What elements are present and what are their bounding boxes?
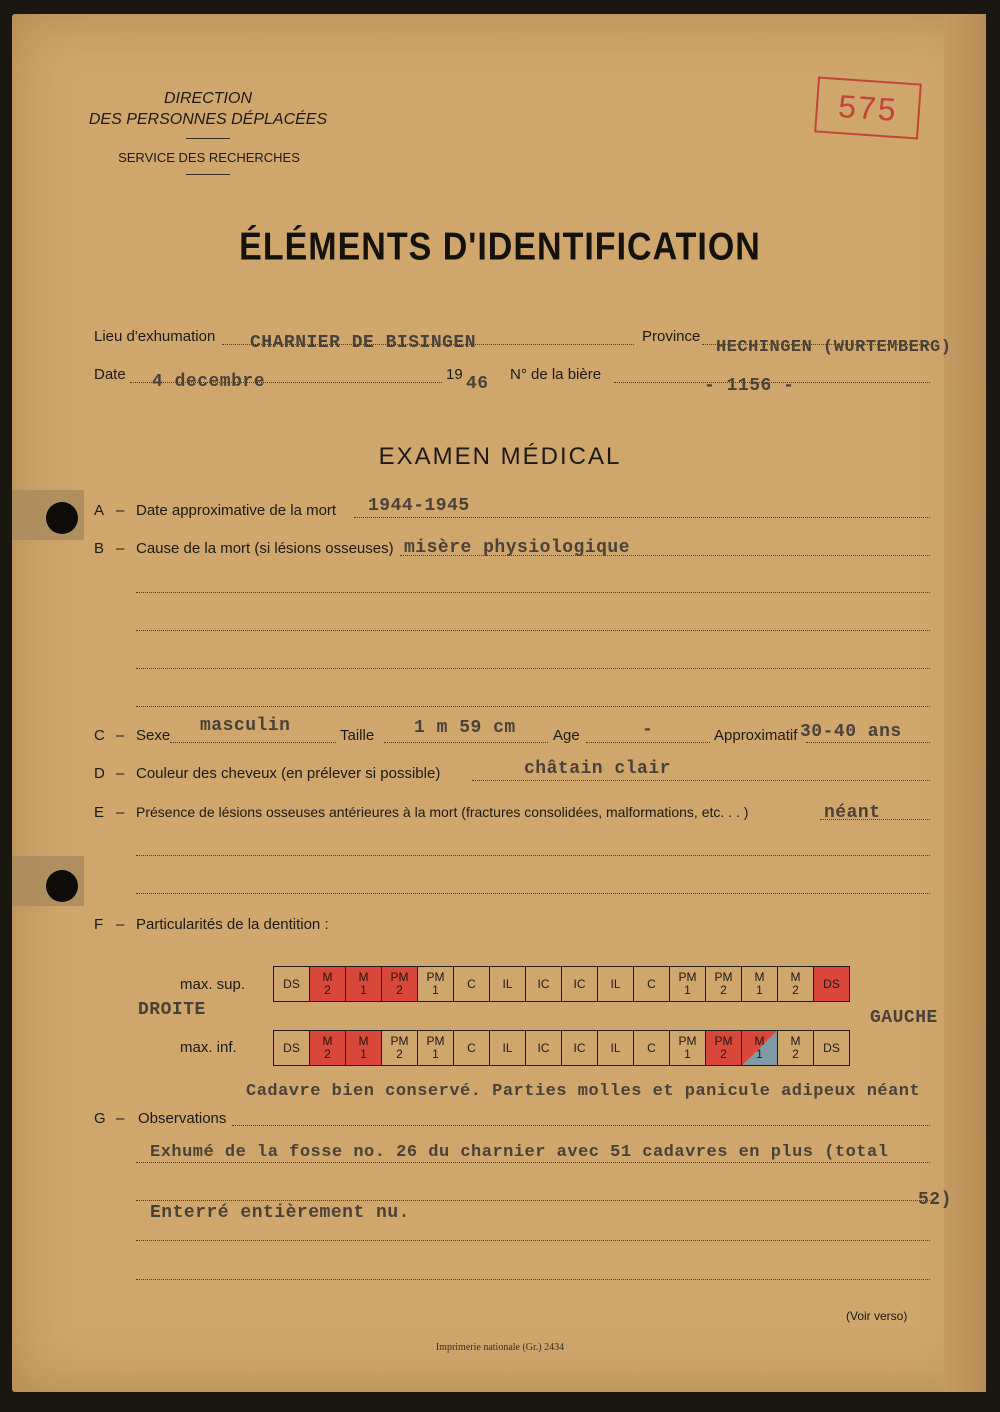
tooth-type: M [754, 970, 765, 984]
field-e-letter: E [94, 804, 105, 821]
tooth-type: C [647, 976, 656, 991]
field-d-value: châtain clair [524, 759, 671, 779]
date-value: 4 decembre [152, 372, 266, 392]
field-g-line-4 [136, 1240, 930, 1241]
field-e-dash: – [116, 804, 125, 821]
field-c-dash: – [116, 727, 125, 744]
tooth-number: 1 [360, 983, 367, 997]
upper-tooth-6 [454, 967, 490, 1001]
approx-dots [806, 742, 930, 743]
field-b-line-3 [136, 630, 930, 631]
upper-tooth-11 [634, 967, 670, 1001]
province-value: HECHINGEN (WURTEMBERG) [716, 338, 952, 357]
lower-tooth-2 [310, 1031, 346, 1065]
biere-label: N° de la bière [510, 366, 602, 383]
field-g-label: Observations [138, 1110, 227, 1127]
field-d-letter: D [94, 765, 105, 782]
field-a-dots [354, 517, 930, 518]
header-rule-1 [186, 138, 230, 139]
header-personnes: DES PERSONNES DÉPLACÉES [88, 111, 328, 128]
upper-tooth-4 [382, 967, 418, 1001]
tooth-type: IC [537, 1040, 550, 1055]
field-g-dots [232, 1125, 930, 1126]
approx-label: Approximatif [714, 727, 798, 744]
field-g-dash: – [116, 1110, 125, 1127]
header-service: SERVICE DES RECHERCHES [118, 150, 300, 165]
approx-value: 30-40 ans [800, 722, 902, 742]
upper-tooth-9 [562, 967, 598, 1001]
field-a-label: Date approximative de la mort [136, 502, 337, 519]
observation-line-2: Exhumé de la fosse no. 26 du charnier avec 51 cadavres en plus (total [150, 1143, 889, 1162]
form-paper [12, 14, 984, 1392]
lower-tooth-12 [670, 1031, 706, 1065]
field-d-label: Couleur des cheveux (en prélever si possible) [136, 765, 441, 782]
lower-tooth-10 [598, 1031, 634, 1065]
observation-line-1: Cadavre bien conservé. Parties molles et panicule adipeux néant [246, 1082, 921, 1101]
lower-tooth-5 [418, 1031, 454, 1065]
max-sup-label: max. sup. [180, 976, 246, 993]
header-direction: DIRECTION [164, 90, 252, 107]
tooth-type: DS [823, 1040, 840, 1055]
tooth-number: 1 [684, 1047, 691, 1061]
field-e-value: néant [824, 803, 881, 823]
field-e-line-2 [136, 855, 930, 856]
tooth-type: PM [678, 970, 697, 984]
sexe-value: masculin [200, 716, 291, 736]
lieu-label: Lieu d'exhumation [94, 328, 216, 345]
upper-tooth-15 [778, 967, 814, 1001]
lieu-value: CHARNIER DE BISINGEN [250, 333, 477, 353]
tooth-number: 2 [792, 983, 799, 997]
province-label: Province [642, 328, 701, 345]
tooth-type: C [647, 1040, 656, 1055]
tooth-type: IC [573, 1040, 586, 1055]
header-rule-2 [186, 174, 230, 175]
lower-tooth-14 [742, 1031, 778, 1065]
field-b-line-2 [136, 592, 930, 593]
tooth-type: M [358, 970, 369, 984]
field-f-label: Particularités de la dentition : [136, 916, 329, 933]
observation-line-4: Enterré entièrement nu. [150, 1203, 410, 1223]
tooth-type: DS [823, 976, 840, 991]
field-b-line-5 [136, 706, 930, 707]
field-b-value: misère physiologique [404, 538, 631, 558]
tooth-type: M [754, 1034, 765, 1048]
tooth-type: PM [678, 1034, 697, 1048]
upper-tooth-10 [598, 967, 634, 1001]
upper-tooth-14 [742, 967, 778, 1001]
tooth-type: PM [714, 1034, 733, 1048]
taille-value: 1 m 59 cm [414, 718, 516, 738]
upper-tooth-16 [814, 967, 849, 1001]
tooth-type: IC [573, 976, 586, 991]
lower-tooth-3 [346, 1031, 382, 1065]
tooth-number: 1 [756, 983, 763, 997]
printer-footer: Imprimerie nationale (Gr.) 2434 [435, 1342, 565, 1353]
tooth-type: IC [537, 976, 550, 991]
year-suffix: 46 [466, 374, 489, 394]
field-g-line-3 [136, 1200, 930, 1201]
date-label: Date [94, 366, 126, 383]
tooth-type: M [790, 1034, 801, 1048]
lower-tooth-6 [454, 1031, 490, 1065]
biere-value: - 1156 - [704, 376, 795, 396]
tooth-number: 2 [720, 983, 727, 997]
tooth-type: M [790, 970, 801, 984]
tooth-number: 1 [756, 1047, 763, 1061]
tooth-number: 2 [396, 983, 403, 997]
tooth-number: 2 [324, 1047, 331, 1061]
upper-tooth-2 [310, 967, 346, 1001]
lower-tooth-7 [490, 1031, 526, 1065]
upper-tooth-5 [418, 967, 454, 1001]
tooth-number: 1 [360, 1047, 367, 1061]
field-f-letter: F [94, 916, 104, 933]
tooth-type: PM [390, 970, 409, 984]
tooth-number: 2 [720, 1047, 727, 1061]
field-g-letter: G [94, 1110, 106, 1127]
tooth-type: DS [283, 976, 300, 991]
tooth-type: PM [714, 970, 733, 984]
age-label: Age [553, 727, 580, 744]
lower-tooth-11 [634, 1031, 670, 1065]
field-e-label: Présence de lésions osseuses antérieures à la mort (fractures consolidées, malformations, etc. . . ) [136, 804, 749, 820]
taille-label: Taille [340, 727, 375, 744]
tooth-type: M [358, 1034, 369, 1048]
lower-tooth-1 [274, 1031, 310, 1065]
field-g-line-2 [136, 1162, 930, 1163]
tooth-type: M [322, 1034, 333, 1048]
field-b-dash: – [116, 540, 125, 557]
field-b-label: Cause de la mort (si lésions osseuses) [136, 540, 394, 557]
taille-dots [384, 742, 548, 743]
age-dots [586, 742, 710, 743]
punch-hole-bottom [46, 870, 78, 902]
field-b-letter: B [94, 540, 105, 557]
tooth-type: C [467, 976, 476, 991]
tooth-type: IL [502, 1040, 513, 1055]
tooth-number: 2 [792, 1047, 799, 1061]
tooth-type: IL [502, 976, 513, 991]
lower-tooth-8 [526, 1031, 562, 1065]
gauche-label: GAUCHE [870, 1008, 938, 1028]
tooth-type: DS [283, 1040, 300, 1055]
tooth-type: PM [426, 970, 445, 984]
sexe-dots [170, 742, 336, 743]
voir-verso: (Voir verso) [846, 1309, 908, 1323]
page-title: ÉLÉMENTS D'IDENTIFICATION [239, 225, 761, 269]
tooth-number: 2 [396, 1047, 403, 1061]
field-a-letter: A [94, 502, 105, 519]
upper-tooth-1 [274, 967, 310, 1001]
field-d-dash: – [116, 765, 125, 782]
lower-tooth-13 [706, 1031, 742, 1065]
age-value: - [642, 720, 654, 740]
upper-tooth-3 [346, 967, 382, 1001]
droite-label: DROITE [138, 1000, 206, 1020]
upper-tooth-13 [706, 967, 742, 1001]
tooth-type: C [467, 1040, 476, 1055]
tooth-number: 1 [432, 1047, 439, 1061]
year-prefix: 19 [446, 366, 463, 383]
lower-tooth-16 [814, 1031, 849, 1065]
field-d-dots [472, 780, 930, 781]
field-c-letter: C [94, 727, 105, 744]
field-e-line-3 [136, 893, 930, 894]
tooth-number: 2 [324, 983, 331, 997]
field-f-dash: – [116, 916, 125, 933]
tooth-type: IL [610, 1040, 621, 1055]
tooth-number: 1 [684, 983, 691, 997]
field-g-line-5 [136, 1279, 930, 1280]
archive-stamp: 575 [814, 76, 922, 139]
upper-tooth-12 [670, 967, 706, 1001]
tooth-type: IL [610, 976, 621, 991]
tooth-type: PM [426, 1034, 445, 1048]
field-a-value: 1944-1945 [368, 496, 470, 516]
tooth-type: M [322, 970, 333, 984]
field-a-dash: – [116, 502, 125, 519]
upper-tooth-7 [490, 967, 526, 1001]
max-inf-label: max. inf. [180, 1039, 237, 1056]
punch-hole-top [46, 502, 78, 534]
lower-tooth-9 [562, 1031, 598, 1065]
tooth-type: PM [390, 1034, 409, 1048]
lower-tooth-15 [778, 1031, 814, 1065]
field-b-line-4 [136, 668, 930, 669]
section-title: EXAMEN MÉDICAL [378, 443, 622, 470]
lower-teeth-row [273, 1030, 850, 1066]
observation-line-3: 52) [918, 1190, 952, 1210]
tooth-number: 1 [432, 983, 439, 997]
lower-tooth-4 [382, 1031, 418, 1065]
upper-tooth-8 [526, 967, 562, 1001]
upper-teeth-row [273, 966, 850, 1002]
sexe-label: Sexe [136, 727, 171, 744]
paper-edge [944, 14, 986, 1392]
